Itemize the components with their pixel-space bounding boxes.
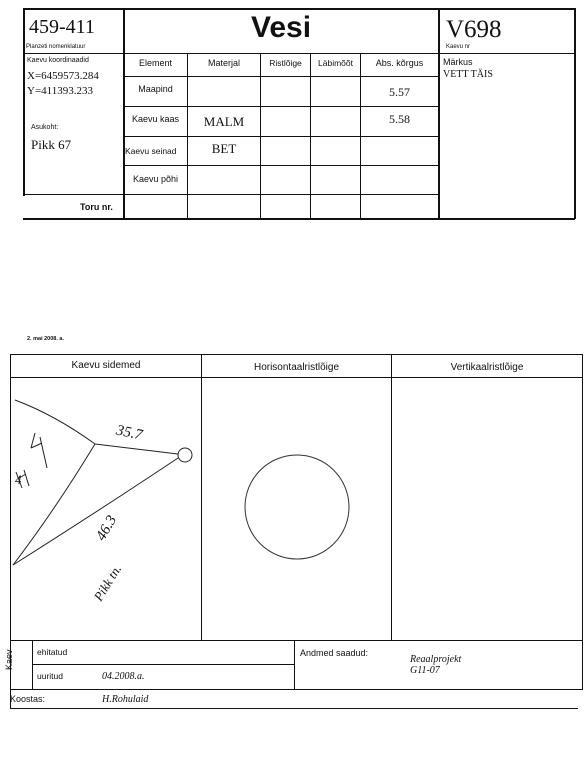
- col-abs-height: Abs. kõrgus: [375, 58, 424, 68]
- well-id-caption: Kaevu nr: [446, 44, 471, 50]
- location-label: Asukoht:: [31, 124, 59, 131]
- sketch-street: Pikk tn.: [90, 561, 125, 604]
- y-coordinate: Y=411393.233: [27, 85, 93, 97]
- sheet-number: 459-411: [29, 16, 95, 38]
- well-outline-circle: [245, 455, 349, 559]
- section-vertical: Vertikaalristlõige: [450, 362, 524, 373]
- author-value: H.Rohulaid: [102, 694, 149, 705]
- section-ties: Kaevu sidemed: [71, 360, 141, 371]
- sketch-distance-2: 46.3: [93, 512, 121, 544]
- sheet-caption: Planzeti nomenklatuur: [26, 44, 86, 50]
- sketch-distance-3: 4: [15, 472, 22, 487]
- row-material: BET: [211, 141, 237, 156]
- col-element: Element: [138, 58, 173, 68]
- coords-label: Kaevu koordinaadid: [27, 57, 89, 64]
- row-element: Maapind: [138, 84, 173, 94]
- col-diameter: Läbimõõt: [318, 58, 353, 68]
- x-coordinate: X=6459573.284: [27, 70, 99, 82]
- card-title: Vesi: [250, 11, 312, 44]
- data-source-label: Andmed saadud:: [300, 648, 369, 658]
- col-material: Materjal: [207, 58, 240, 68]
- location-value: Pikk 67: [31, 137, 72, 152]
- surveyed-label: uuritud: [37, 671, 63, 681]
- kaev-label: Kaev: [4, 649, 14, 670]
- remark-value: VETT TÄIS: [443, 69, 493, 80]
- col-cross-section: Ristlõige: [269, 58, 302, 68]
- row-material: MALM: [203, 114, 245, 129]
- row-element: Kaevu seinad: [125, 146, 177, 156]
- row-abs-height: 5.58: [389, 112, 410, 126]
- built-label: ehitatud: [37, 647, 68, 657]
- survey-date: 2. mai 2008. a.: [27, 336, 64, 342]
- data-source-value: Reaalprojekt: [410, 654, 462, 665]
- col-remark: Märkus: [443, 57, 473, 67]
- data-source-code: G11-07: [410, 665, 440, 676]
- row-element: Kaevu kaas: [131, 114, 180, 124]
- well-id: V698: [446, 16, 502, 43]
- surveyed-value: 04.2008.a.: [102, 671, 145, 682]
- row-abs-height: 5.57: [389, 85, 410, 99]
- section-horizontal: Horisontaalristlõige: [253, 362, 340, 373]
- sketch-distance-1: 35.7: [114, 422, 144, 444]
- pipe-label: Toru nr.: [80, 202, 113, 212]
- row-element: Kaevu põhi: [132, 174, 179, 184]
- author-label: Koostas:: [10, 694, 46, 704]
